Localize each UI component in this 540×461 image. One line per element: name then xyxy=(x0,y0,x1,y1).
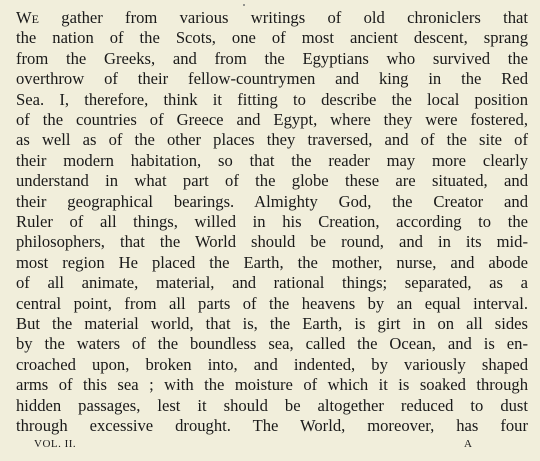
text-line-18: croached upon, broken into, and indented, by variously shaped xyxy=(16,354,528,374)
text-line-5: Sea. I, therefore, think it fitting to describe the local position xyxy=(16,89,528,109)
text-line-4: overthrow of their fellow-countrymen and king in the Red xyxy=(16,69,528,89)
text-line-13: most region He placed the Earth, the mother, nurse, and abode xyxy=(16,252,528,272)
ink-speck xyxy=(243,4,245,6)
text-line-19: arms of this sea ; with the moisture of which it is soaked through xyxy=(16,375,528,395)
text-line-20: hidden passages, lest it should be altogether reduced to dust xyxy=(16,395,528,415)
text-line-14: of all animate, material, and rational things; separated, as a xyxy=(16,273,528,293)
text-line-15: central point, from all parts of the heavens by an equal interval. xyxy=(16,293,528,313)
opening-word: We xyxy=(16,8,39,27)
text-line-6: of the countries of Greece and Egypt, where they were fostered, xyxy=(16,110,528,129)
text-line-7: as well as of the other places they traversed, and of the site of xyxy=(16,130,528,150)
text-line-11: Ruler of all things, willed in his Creation, according to the xyxy=(16,212,528,231)
text-line-12: philosophers, that the World should be round, and in its mid- xyxy=(16,232,528,252)
text-line-9: understand in what part of the globe these are situated, and xyxy=(16,171,528,191)
signature-mark: A xyxy=(464,438,473,451)
text-line-21: through excessive drought. The World, moreover, has four xyxy=(16,416,528,435)
text-line-1: We gather from various writings of old chroniclers that xyxy=(16,8,528,27)
volume-label: VOL. II. xyxy=(34,438,77,451)
text-line-16: But the material world, that is, the Earth, is girt in on all sides xyxy=(16,314,528,333)
text-line-3: from the Greeks, and from the Egyptians who survived the xyxy=(16,48,528,68)
text-line-17: by the waters of the boundless sea, called the Ocean, and is en- xyxy=(16,334,528,354)
text-line-2: the nation of the Scots, one of most ancient descent, sprang xyxy=(16,28,528,48)
text-line-10: their geographical bearings. Almighty God, the Creator and xyxy=(16,191,528,211)
text-line-8: their modern habitation, so that the reader may more clearly xyxy=(16,150,528,170)
